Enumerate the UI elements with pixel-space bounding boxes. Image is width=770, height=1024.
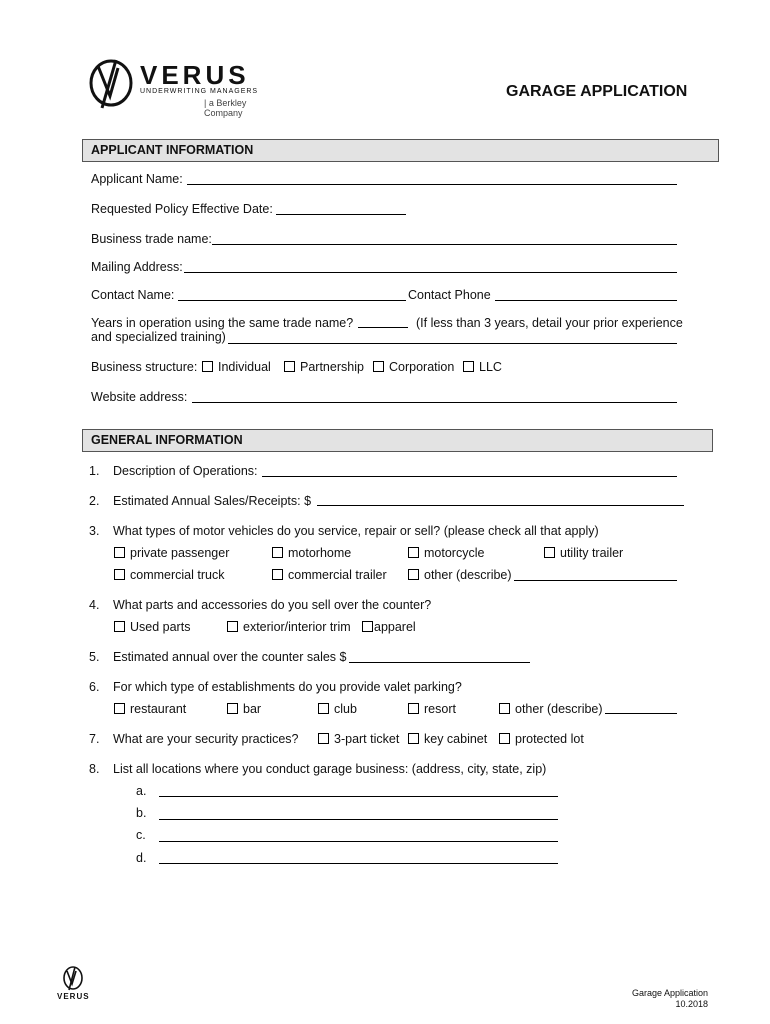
checkbox[interactable] — [373, 361, 384, 372]
q4-text: What parts and accessories do you sell over the counter? — [113, 598, 432, 612]
parts-option-used-parts[interactable]: Used parts — [114, 620, 190, 634]
vehicle-other-field[interactable] — [514, 580, 677, 581]
footer-form-name: Garage Application — [631, 988, 708, 998]
checkbox[interactable] — [408, 703, 419, 714]
valet-other-field[interactable] — [605, 713, 677, 714]
checkbox[interactable] — [202, 361, 213, 372]
checkbox[interactable] — [408, 569, 419, 580]
q2-text: Estimated Annual Sales/Receipts: $ — [113, 494, 312, 508]
checkbox[interactable] — [499, 733, 510, 744]
mailing-address-label: Mailing Address: — [91, 260, 183, 274]
contact-name-label: Contact Name: — [91, 288, 175, 302]
security-option-protected-lot[interactable]: protected lot — [499, 732, 584, 746]
security-option-3-part-ticket[interactable]: 3-part ticket — [318, 732, 399, 746]
location-letter-b: b. — [136, 806, 147, 820]
page-title: GARAGE APPLICATION — [506, 83, 688, 100]
security-option-key-cabinet[interactable]: key cabinet — [408, 732, 487, 746]
effective-date-field[interactable] — [276, 214, 406, 215]
structure-option-corporation[interactable]: Corporation — [373, 360, 454, 374]
website-label: Website address: — [91, 390, 188, 404]
question-number: 5. — [89, 650, 100, 664]
location-letter-d: d. — [136, 851, 147, 865]
checkbox[interactable] — [544, 547, 555, 558]
parts-option-trim[interactable]: exterior/interior trim — [227, 620, 351, 634]
q7-text: What are your security practices? — [113, 732, 299, 746]
checkbox[interactable] — [272, 547, 283, 558]
question-number: 8. — [89, 762, 100, 776]
applicant-section-header: APPLICANT INFORMATION — [82, 139, 719, 162]
contact-phone-field[interactable] — [495, 300, 677, 301]
vehicle-option-private-passenger[interactable]: private passenger — [114, 546, 229, 560]
vehicle-option-motorhome[interactable]: motorhome — [272, 546, 351, 560]
footer-version: 10.2018 — [675, 999, 708, 1009]
checkbox[interactable] — [463, 361, 474, 372]
verus-logo-mark-icon — [88, 56, 136, 110]
question-number: 2. — [89, 494, 100, 508]
prior-experience-field[interactable] — [228, 343, 677, 344]
parts-option-apparel[interactable]: apparel — [362, 620, 416, 634]
contact-phone-label: Contact Phone — [408, 288, 491, 302]
checkbox[interactable] — [227, 621, 238, 632]
trade-name-field[interactable] — [212, 244, 677, 245]
general-section-header: GENERAL INFORMATION — [82, 429, 713, 452]
question-number: 1. — [89, 464, 100, 478]
business-structure-label: Business structure: — [91, 360, 198, 374]
valet-option-other[interactable]: other (describe) — [499, 702, 603, 716]
logo-subtitle: UNDERWRITING MANAGERS — [140, 88, 259, 95]
location-c-field[interactable] — [159, 841, 558, 842]
checkbox[interactable] — [284, 361, 295, 372]
question-number: 6. — [89, 680, 100, 694]
vehicle-option-motorcycle[interactable]: motorcycle — [408, 546, 484, 560]
q5-text: Estimated annual over the counter sales $ — [113, 650, 347, 664]
checkbox[interactable] — [408, 547, 419, 558]
years-note: (If less than 3 years, detail your prior experience — [416, 316, 683, 330]
contact-name-field[interactable] — [178, 300, 406, 301]
structure-option-partnership[interactable]: Partnership — [284, 360, 364, 374]
location-letter-c: c. — [136, 828, 146, 842]
applicant-name-label: Applicant Name: — [91, 172, 183, 186]
footer-brand: VERUS — [57, 992, 90, 1001]
years-label: Years in operation using the same trade name? — [91, 316, 354, 330]
q8-text: List all locations where you conduct garage business: (address, city, state, zip) — [113, 762, 547, 776]
verus-small-logo-mark-icon — [61, 965, 85, 991]
valet-option-resort[interactable]: resort — [408, 702, 456, 716]
question-number: 3. — [89, 524, 100, 538]
checkbox[interactable] — [499, 703, 510, 714]
q3-text: What types of motor vehicles do you service, repair or sell? (please check all that apply) — [113, 524, 599, 538]
checkbox[interactable] — [114, 703, 125, 714]
checkbox[interactable] — [272, 569, 283, 580]
logo — [88, 56, 278, 118]
valet-option-club[interactable]: club — [318, 702, 357, 716]
checkbox[interactable] — [362, 621, 373, 632]
vehicle-option-commercial-truck[interactable]: commercial truck — [114, 568, 224, 582]
checkbox[interactable] — [318, 703, 329, 714]
applicant-name-field[interactable] — [187, 184, 677, 185]
checkbox[interactable] — [114, 569, 125, 580]
valet-option-bar[interactable]: bar — [227, 702, 261, 716]
footer-logo — [55, 965, 95, 1011]
logo-brand: VERUS — [140, 60, 250, 90]
q6-text: For which type of establishments do you provide valet parking? — [113, 680, 462, 694]
annual-sales-field[interactable] — [317, 505, 684, 506]
question-number: 4. — [89, 598, 100, 612]
structure-option-llc[interactable]: LLC — [463, 360, 502, 374]
location-b-field[interactable] — [159, 819, 558, 820]
logo-tagline: | a Berkley Company — [204, 98, 247, 118]
checkbox[interactable] — [114, 621, 125, 632]
vehicle-option-commercial-trailer[interactable]: commercial trailer — [272, 568, 387, 582]
structure-option-individual[interactable]: Individual — [202, 360, 271, 374]
years-note-continued: and specialized training) — [91, 330, 226, 344]
counter-sales-field[interactable] — [349, 662, 530, 663]
trade-name-label: Business trade name: — [91, 232, 212, 246]
checkbox[interactable] — [408, 733, 419, 744]
q1-text: Description of Operations: — [113, 464, 258, 478]
question-number: 7. — [89, 732, 100, 746]
vehicle-option-other[interactable]: other (describe) — [408, 568, 512, 582]
effective-date-label: Requested Policy Effective Date: — [91, 202, 273, 216]
operations-description-field[interactable] — [262, 476, 677, 477]
website-field[interactable] — [192, 402, 677, 403]
checkbox[interactable] — [227, 703, 238, 714]
location-letter-a: a. — [136, 784, 147, 798]
checkbox[interactable] — [114, 547, 125, 558]
mailing-address-field[interactable] — [184, 272, 677, 273]
location-a-field[interactable] — [159, 796, 558, 797]
years-field[interactable] — [358, 327, 408, 328]
valet-option-restaurant[interactable]: restaurant — [114, 702, 186, 716]
checkbox[interactable] — [318, 733, 329, 744]
location-d-field[interactable] — [159, 863, 558, 864]
vehicle-option-utility-trailer[interactable]: utility trailer — [544, 546, 623, 560]
